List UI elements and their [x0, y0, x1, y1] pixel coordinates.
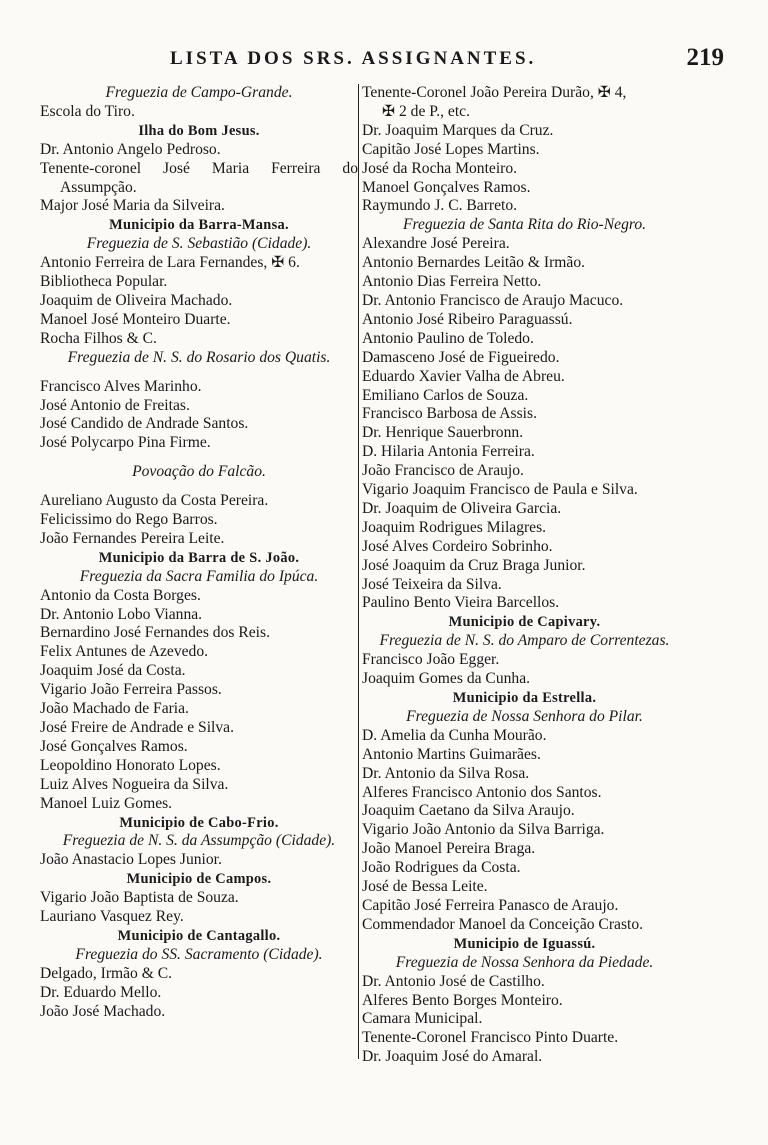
parish-heading: Povoação do Falcão.: [132, 463, 266, 481]
subscriber-entry: Dr. Antonio José de Castilho.: [362, 972, 545, 990]
subscriber-entry: Dr. Antonio Angelo Pedroso.: [40, 140, 221, 158]
subscriber-entry: Dr. Henrique Sauerbronn.: [362, 424, 524, 442]
subscriber-entry: Paulino Bento Vieira Barcellos.: [362, 594, 560, 612]
subscriber-entry: Damasceno José de Figueiredo.: [362, 348, 560, 366]
subscriber-entry: João Francisco de Araujo.: [362, 462, 524, 480]
subscriber-entry: Emiliano Carlos de Souza.: [362, 386, 529, 404]
page-header: [40, 44, 740, 78]
parish-heading: Freguezia da Sacra Familia do Ipúca.: [79, 567, 319, 585]
subscriber-entry: José Candido de Andrade Santos.: [40, 415, 249, 433]
subscriber-entry: José Alves Cordeiro Sobrinho.: [362, 537, 553, 555]
left-column: [40, 84, 358, 1022]
subscriber-entry: José Freire de Andrade e Silva.: [40, 719, 235, 736]
subscriber-entry: Camara Municipal.: [362, 1010, 483, 1028]
subscriber-entry: Dr. Antonio Francisco de Araujo Macuco.: [362, 291, 624, 309]
subscriber-entry: Antonio Paulino de Toledo.: [362, 329, 534, 347]
municipality-heading: Municipio de Cantagallo.: [117, 927, 281, 944]
subscriber-entry: José Antonio de Freitas.: [40, 396, 190, 414]
subscriber-entry: Aureliano Augusto da Costa Pereira.: [40, 492, 269, 510]
subscriber-entry: José da Rocha Monteiro.: [362, 159, 518, 177]
subscriber-entry: Tenente-Coronel Francisco Pinto Duarte.: [362, 1029, 619, 1047]
subscriber-entry: Antonio José Ribeiro Paraguassú.: [362, 310, 573, 328]
entry-continuation: ✠ 2 de P., etc.: [382, 102, 470, 120]
municipality-heading: Municipio da Estrella.: [452, 690, 597, 706]
subscriber-entry: D. Hilaria Antonia Ferreira.: [362, 443, 535, 461]
right-column: [362, 84, 687, 1067]
subscriber-entry: Alexandre José Pereira.: [362, 235, 510, 253]
subscriber-entry: Dr. Joaquim de Oliveira Garcia.: [362, 499, 562, 517]
subscriber-entry: Francisco Alves Marinho.: [40, 377, 202, 395]
municipality-heading: Municipio de Capivary.: [448, 614, 601, 631]
subscriber-entry: Alferes Francisco Antonio dos Santos.: [362, 783, 602, 801]
subscriber-entry: Antonio Ferreira de Lara Fernandes, ✠ 6.: [40, 254, 300, 272]
municipality-heading: Municipio da Barra de S. João.: [98, 549, 300, 566]
subscriber-entry: José Gonçalves Ramos.: [40, 737, 188, 755]
page-number: 219: [686, 44, 724, 71]
subscriber-entry: João José Machado.: [40, 1002, 166, 1020]
parish-heading: Freguezia do SS. Sacramento (Cidade).: [75, 945, 323, 963]
subscriber-entry: Manoel José Monteiro Duarte.: [40, 310, 231, 328]
subscriber-entry: Joaquim Gomes da Cunha.: [362, 670, 531, 688]
subscriber-entry: Tenente-coronel José Maria Ferreira do: [40, 159, 358, 177]
subscriber-entry: Bibliotheca Popular.: [40, 273, 168, 291]
subscriber-entry: Escola do Tiro.: [40, 102, 135, 120]
subscriber-entry: Major José Maria da Silveira.: [40, 197, 225, 215]
subscriber-entry: José Polycarpo Pina Firme.: [40, 434, 211, 452]
subscriber-entry: Vigario Joaquim Francisco de Paula e Silva.: [362, 481, 638, 499]
subscriber-entry: Dr. Joaquim Marques da Cruz.: [362, 121, 554, 139]
subscriber-entry: José Joaquim da Cruz Braga Junior.: [362, 556, 586, 574]
subscriber-entry: João Machado de Faria.: [40, 700, 189, 718]
subscriber-entry: João Manoel Pereira Braga.: [362, 840, 536, 858]
subscriber-entry: Tenente-Coronel João Pereira Durão, ✠ 4,: [362, 84, 627, 101]
subscriber-entry: Leopoldino Honorato Lopes.: [40, 756, 221, 774]
subscriber-entry: Luiz Alves Nogueira da Silva.: [40, 775, 229, 793]
subscriber-entry: Commendador Manoel da Conceição Crasto.: [362, 915, 644, 933]
subscriber-entry: João Fernandes Pereira Leite.: [40, 529, 225, 547]
parish-heading: Freguezia de Santa Rita do Rio-Negro.: [402, 216, 647, 234]
subscriber-entry: Manoel Gonçalves Ramos.: [362, 178, 531, 196]
subscriber-entry: Dr. Antonio da Silva Rosa.: [362, 764, 530, 782]
parish-heading: Freguezia de S. Sebastião (Cidade).: [86, 235, 312, 253]
parish-heading: Freguezia de N. S. da Assumpção (Cidade).: [62, 832, 336, 850]
municipality-heading: Municipio de Campos.: [126, 871, 272, 888]
subscriber-entry: Manoel Luiz Gomes.: [40, 794, 173, 812]
municipality-heading: Municipio de Cabo-Frio.: [119, 814, 279, 831]
parish-heading: Freguezia de Nossa Senhora da Piedade.: [395, 953, 654, 971]
subscriber-entry: Raymundo J. C. Barreto.: [362, 197, 518, 215]
running-title: LISTA DOS SRS. ASSIGNANTES.: [170, 48, 537, 69]
subscriber-entry: Lauriano Vasquez Rey.: [40, 908, 184, 926]
subscriber-entry: Joaquim Caetano da Silva Araujo.: [362, 802, 575, 820]
subscriber-entry: Antonio da Costa Borges.: [40, 586, 201, 604]
subscriber-entry: Felicissimo do Rego Barros.: [40, 511, 218, 529]
subscriber-entry: João Anastacio Lopes Junior.: [40, 851, 222, 869]
subscriber-entry: Vigario João Antonio da Silva Barriga.: [362, 821, 605, 839]
parish-heading: Freguezia de Campo-Grande.: [105, 84, 293, 101]
subscriber-entry: José de Bessa Leite.: [362, 878, 488, 896]
parish-heading: Freguezia de N. S. do Rosario dos Quatis.: [67, 348, 331, 366]
subscriber-entry: Dr. Eduardo Mello.: [40, 983, 162, 1001]
subscriber-entry: Bernardino José Fernandes dos Reis.: [40, 624, 270, 642]
subscriber-entry: Joaquim José da Costa.: [40, 662, 186, 680]
subscriber-entry: Vigario João Baptista de Souza.: [40, 889, 239, 907]
subscriber-entry: José Teixeira da Silva.: [362, 575, 502, 593]
subscriber-entry: Alferes Bento Borges Monteiro.: [362, 991, 563, 1009]
parish-heading: Freguezia de N. S. do Amparo de Correntezas.: [379, 632, 670, 650]
parish-heading: Freguezia de Nossa Senhora do Pilar.: [406, 707, 643, 725]
subscriber-entry: Joaquim Rodrigues Milagres.: [362, 518, 547, 536]
subscriber-entry: Francisco Barbosa de Assis.: [362, 405, 537, 423]
subscriber-entry: Rocha Filhos & C.: [40, 329, 157, 347]
subscriber-entry: Capitão José Lopes Martins.: [362, 140, 540, 158]
subscriber-entry: Francisco João Egger.: [362, 651, 500, 669]
entry-continuation: Assumpção.: [60, 178, 137, 196]
subscriber-entry: Antonio Bernardes Leitão & Irmão.: [362, 254, 586, 272]
subscriber-entry: Dr. Antonio Lobo Vianna.: [40, 605, 203, 623]
subscriber-entry: Delgado, Irmão & C.: [40, 964, 173, 982]
subscriber-entry: Dr. Joaquim José do Amaral.: [362, 1048, 543, 1066]
subscriber-entry: D. Amelia da Cunha Mourão.: [362, 726, 547, 744]
subscriber-entry: João Rodrigues da Costa.: [362, 859, 521, 877]
subscriber-entry: Joaquim de Oliveira Machado.: [40, 291, 233, 309]
subscriber-entry: Capitão José Ferreira Panasco de Araujo.: [362, 896, 619, 914]
subscriber-entry: Vigario João Ferreira Passos.: [40, 681, 222, 699]
subscriber-entry: Antonio Dias Ferreira Netto.: [362, 273, 542, 291]
subscriber-entry: Felix Antunes de Azevedo.: [40, 643, 209, 661]
municipality-heading: Municipio da Barra-Mansa.: [109, 217, 289, 234]
municipality-heading: Ilha do Bom Jesus.: [138, 122, 260, 139]
municipality-heading: Municipio de Iguassú.: [453, 935, 596, 952]
subscriber-entry: Eduardo Xavier Valha de Abreu.: [362, 367, 565, 385]
subscriber-entry: Antonio Martins Guimarães.: [362, 745, 541, 763]
